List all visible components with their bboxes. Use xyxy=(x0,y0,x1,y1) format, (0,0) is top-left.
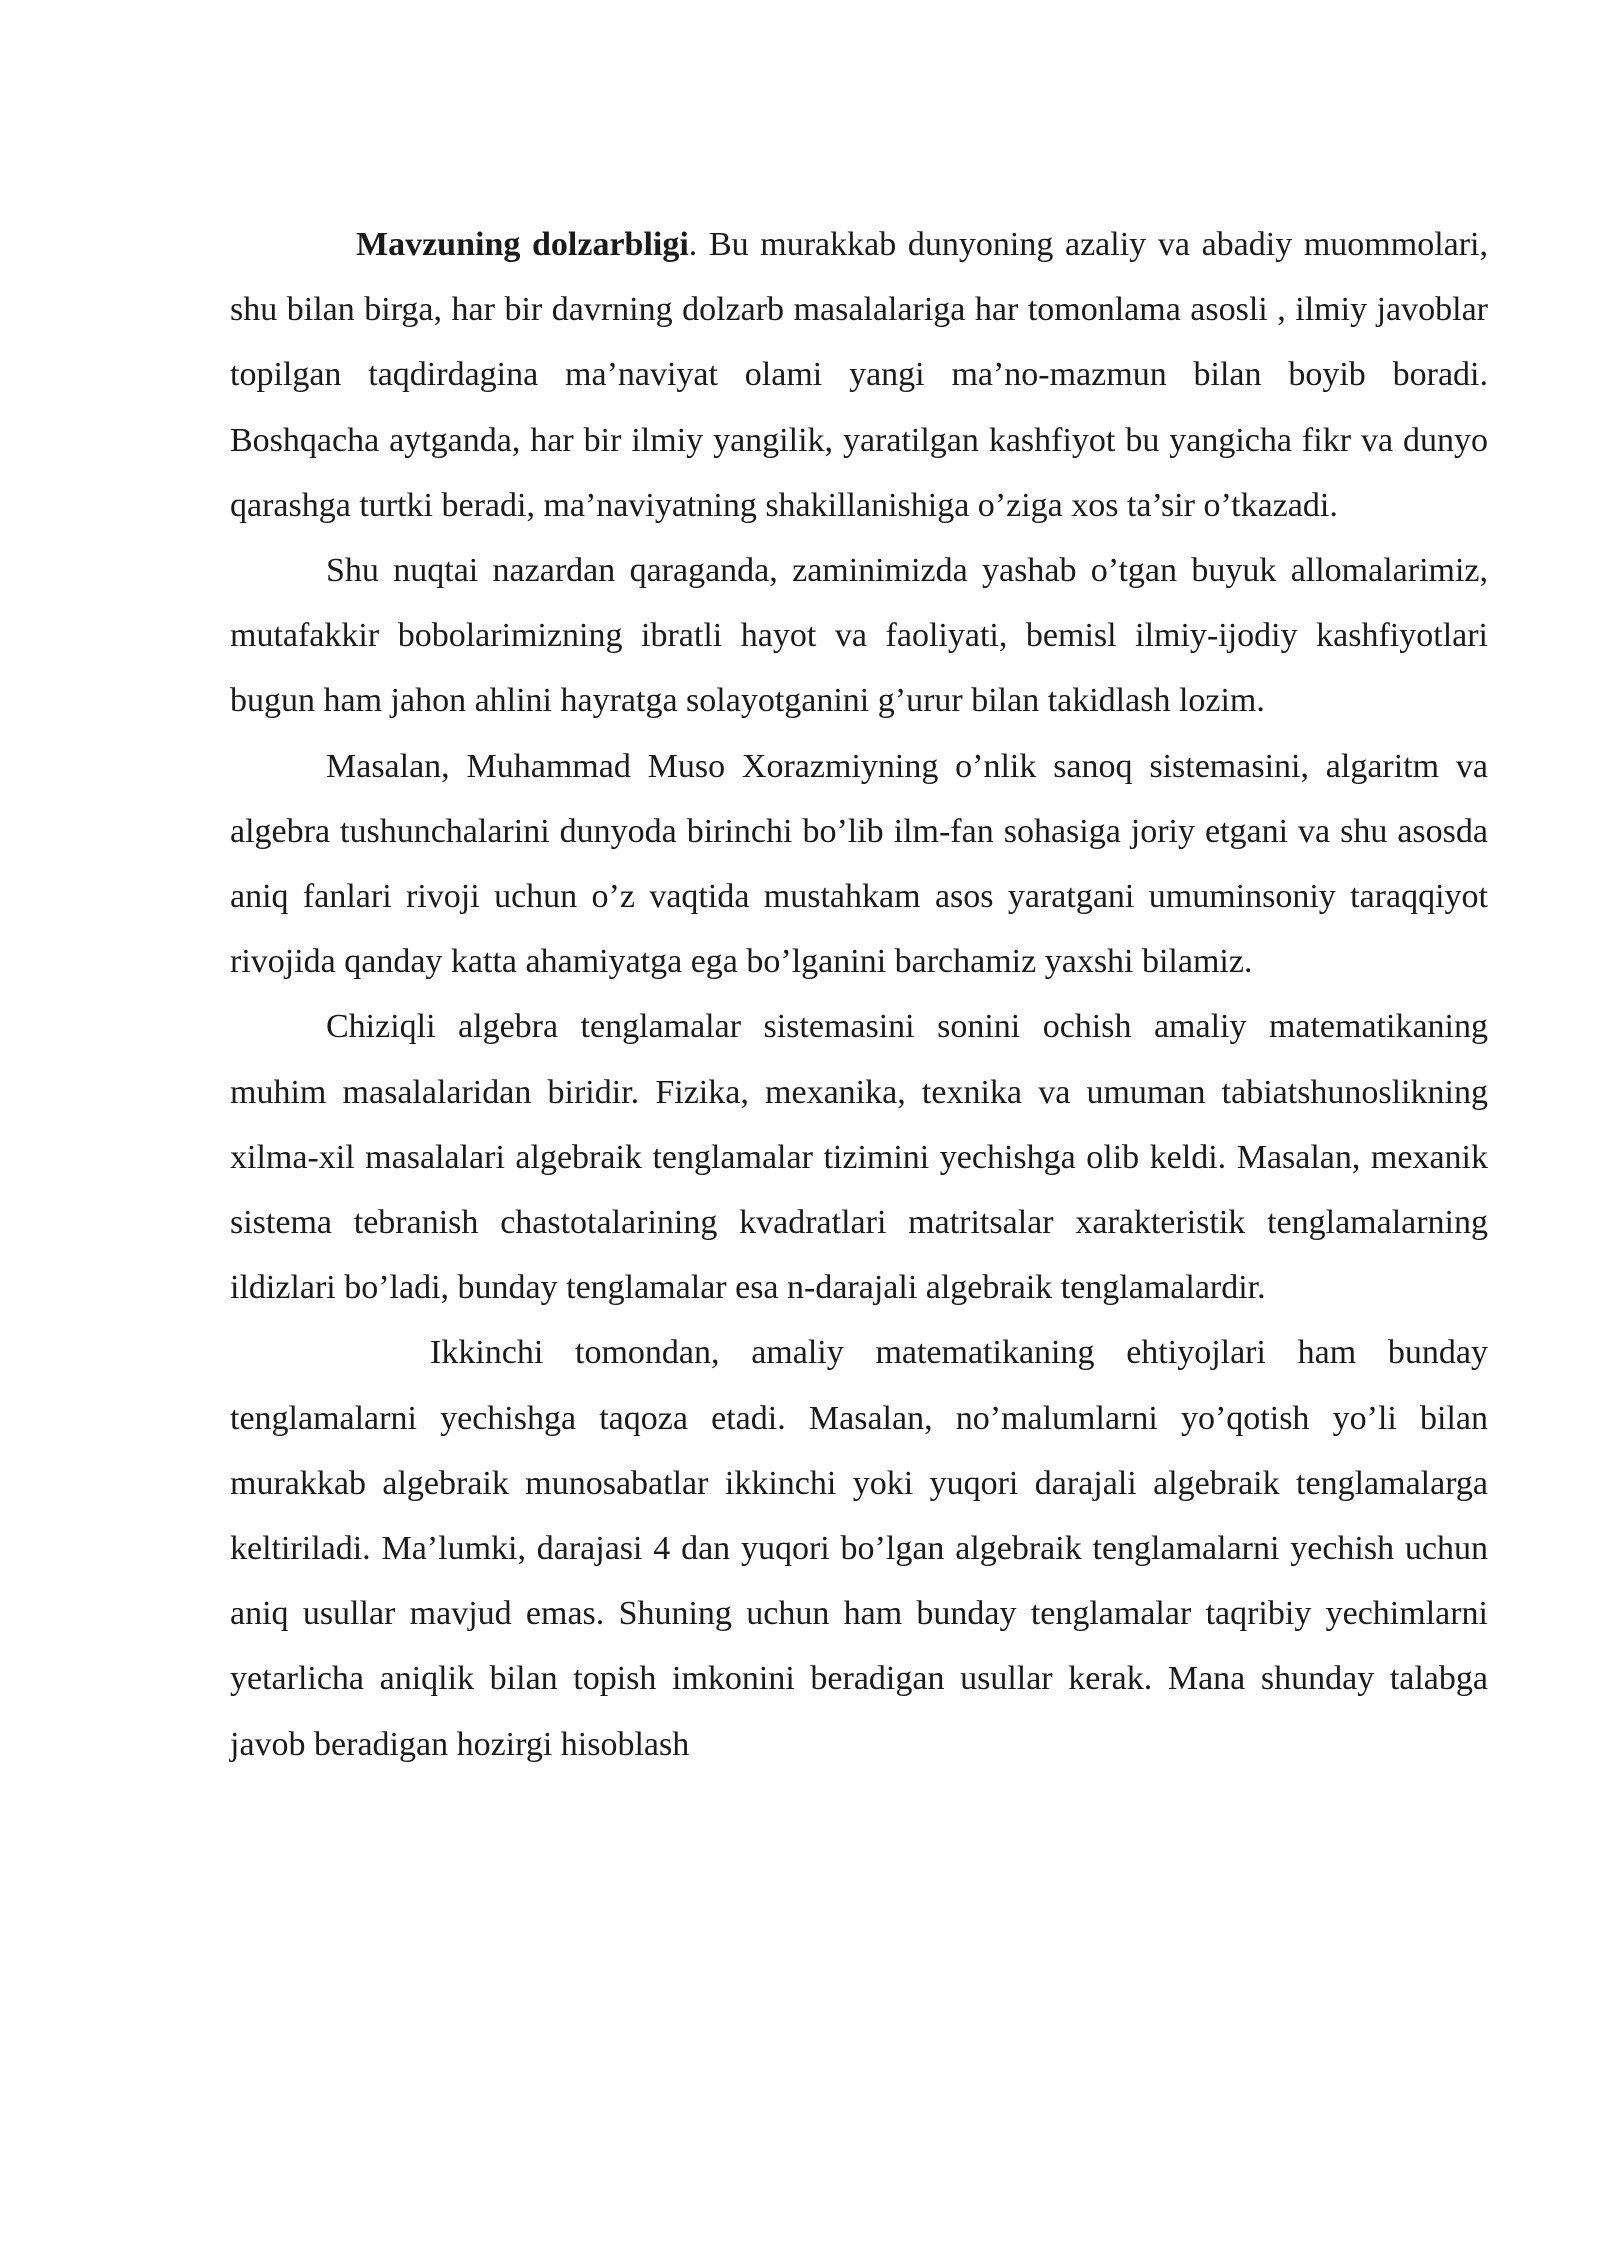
paragraph-allomalar: Shu nuqtai nazardan qaraganda, zaminimizda yashab o’tgan buyuk allomalarimiz, mutafakkir bobolarimizning ibratli hayot va faoliyati, bemisl ilmiy-ijodiy kashfiyotlari bugun ham jahon ahlini hayratga solayotganini g’urur bilan takidlash lozim. xyxy=(230,552,1488,720)
paragraph-applied-math: Ikkinchi tomondan, amaliy matematikaning ehtiyojlari ham bunday tenglamalarni yechishga taqoza etadi. Masalan, no’malumlarni yo’qotish yo’li bilan murakkab algebraik munosabatlar ikkinchi yoki yuqori darajali algebraik tenglamalarga keltiriladi. Ma’lumki, darajasi 4 dan yuqori bo’lgan algebraik tenglamalarni yechish uchun aniq usullar mavjud emas. Shuning uchun ham bunday tenglamalar taqribiy yechimlarni yetarlicha aniqlik bilan topish imkonini beradigan usullar kerak. Mana shunday talabga javob beradigan hozirgi hisoblash xyxy=(230,1334,1488,1763)
document-page xyxy=(230,212,1488,1777)
paragraph-linear-algebra: Chiziqli algebra tenglamalar sistemasini sonini ochish amaliy matematikaning muhim masalalaridan biridir. Fizika, mexanika, texnika va umuman tabiatshunoslikning xilma-xil masalalari algebraik tenglamalar tizimini yechishga olib keldi. Masalan, mexanik sistema tebranish chastotalarining kvadratlari matritsalar xarakteristik tenglamalarning ildizlari bo’ladi, bunday tenglamalar esa n-darajali algebraik tenglamalardir. xyxy=(230,1008,1488,1307)
section-heading: Mavzuning dolzarbligi xyxy=(356,226,689,263)
paragraph-xorazmiy: Masalan, Muhammad Muso Xorazmiyning o’nlik sanoq sistemasini, algaritm va algebra tushunchalarini dunyoda birinchi bo’lib ilm-fan sohasiga joriy etgani va shu asosda aniq fanlari rivoji uchun o’z vaqtida mustahkam asos yaratgani umuminsoniy taraqqiyot rivojida qanday katta ahamiyatga ega bo’lganini barchamiz yaxshi bilamiz. xyxy=(230,747,1488,981)
paragraph-text: . Bu murakkab dunyoning azaliy va abadiy muommolari, shu bilan birga, har bir davrning dolzarb masalalariga har tomonlama asosli , ilmiy javoblar topilgan taqdirdagina ma’naviyat olami yangi ma’no-mazmun bilan boyib boradi. Boshqacha aytganda, har bir ilmiy yangilik, yaratilgan kashfiyot bu yangicha fikr va dunyo qarashga turtki beradi, ma’naviyatning shakillanishiga o’ziga xos ta’sir o’tkazadi. xyxy=(230,226,1488,524)
paragraph-relevance xyxy=(230,212,1488,538)
